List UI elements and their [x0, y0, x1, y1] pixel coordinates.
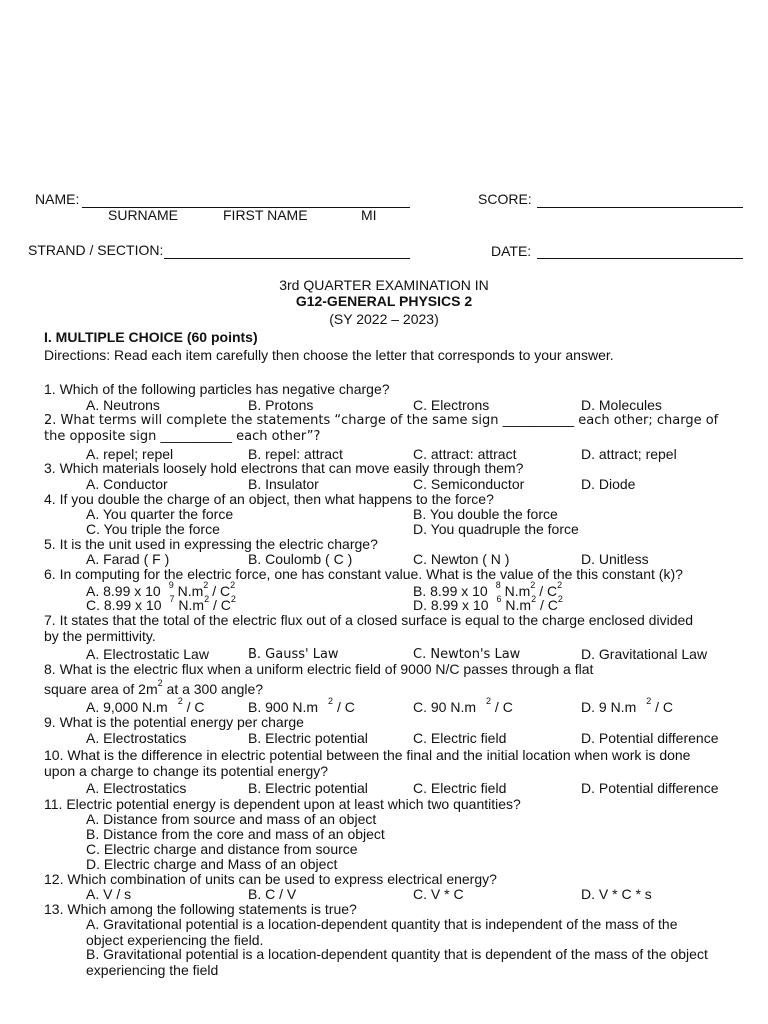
q2-choice-d: D. attract; repel [581, 446, 677, 462]
section-heading: I. MULTIPLE CHOICE (60 points) [44, 329, 258, 345]
q6-choice-c: C. 8.99 x 10 $^7$ $N.m^2 / C^2$ [86, 594, 236, 613]
name-label: NAME: [35, 191, 80, 207]
q7-choice-b: B. Gauss' Law [248, 647, 339, 662]
question-12: 12. Which combination of units can be used to express electrical energy? [44, 871, 497, 887]
q11-choice-d: D. Electric charge and Mass of an object [86, 856, 338, 872]
question-7-line-2: by the permittivity. [44, 628, 156, 644]
q13-choice-b-line-1: B. Gravitational potential is a location-dependent quantity that is dependent of the mass of the object [86, 946, 708, 962]
question-2-line-1: 2. What terms will complete the statements “charge of the same sign ___________ each other; charge of [44, 413, 719, 428]
q11-choice-a: A. Distance from source and mass of an object [86, 811, 377, 827]
score-blank [537, 207, 743, 208]
question-10-line-2: upon a charge to change its potential energy? [44, 763, 329, 779]
directions: Directions: Read each item carefully then choose the letter that corresponds to your answer. [44, 347, 614, 363]
q12-choice-a: A. V / s [86, 886, 132, 902]
q13-choice-b-line-2: experiencing the field [86, 962, 219, 978]
q10-choice-a: A. Electrostatics [86, 780, 187, 796]
q4-choice-b: B. You double the force [413, 506, 558, 522]
q3-choice-b: B. Insulator [248, 476, 319, 492]
question-8-line-2: square area of $2m^2$ at a 300 angle? [44, 678, 264, 697]
q6-choice-a: A. 8.99 x 10 $^9$ $N.m^2 / C^2$ [86, 580, 236, 599]
question-3: 3. Which materials loosely hold electrons that can move easily through them? [44, 460, 524, 476]
date-label: DATE: [491, 243, 532, 259]
q13-choice-a-line-1: A. Gravitational potential is a location-dependent quantity that is independent of the mass of the [86, 916, 678, 932]
question-5: 5. It is the unit used in expressing the electric charge? [44, 536, 378, 552]
question-2-line-2: the opposite sign ___________ each other”? [44, 429, 321, 444]
q9-choice-d: D. Potential difference [581, 730, 719, 746]
q6-choice-d: D. 8.99 x 10 $^6$ $N.m^2 / C^2$ [413, 594, 563, 613]
first-name-label: FIRST NAME [223, 207, 308, 223]
q4-choice-c: C. You triple the force [86, 521, 220, 537]
q1-choice-b: B. Protons [248, 397, 314, 413]
q7-choice-c: C. Newton's Law [413, 647, 521, 662]
question-7-line-1: 7. It states that the total of the electric flux out of a closed surface is equal to the charge enclosed divided [44, 612, 694, 628]
question-10-line-1: 10. What is the difference in electric potential between the final and the initial location when work is done [44, 747, 691, 763]
q3-choice-d: D. Diode [581, 476, 636, 492]
question-6: 6. In computing for the electric force, one has constant value. What is the value of the this constant (k)? [44, 566, 683, 582]
q12-choice-b: B. C / V [248, 886, 297, 902]
q3-choice-a: A. Conductor [86, 476, 168, 492]
q1-choice-c: C. Electrons [413, 397, 490, 413]
q10-choice-b: B. Electric potential [248, 780, 368, 796]
q11-choice-c: C. Electric charge and distance from source [86, 841, 358, 857]
question-13: 13. Which among the following statements is true? [44, 901, 357, 917]
question-11: 11. Electric potential energy is dependent upon at least which two quantities? [44, 796, 521, 812]
q9-choice-a: A. Electrostatics [86, 730, 187, 746]
q10-choice-d: D. Potential difference [581, 780, 719, 796]
subject-title: G12-GENERAL PHYSICS 2 [295, 293, 473, 309]
q4-choice-d: D. You quadruple the force [413, 521, 579, 537]
q9-choice-c: C. Electric field [413, 730, 507, 746]
strand-section-label: STRAND / SECTION: [28, 242, 164, 258]
q2-choice-c: C. attract: attract [413, 446, 517, 462]
q8-choice-c: C. 90 N.m $^2$ / C [413, 696, 513, 715]
q12-choice-c: C. V * C [413, 886, 464, 902]
strand-section-blank [164, 258, 410, 259]
exam-title: 3rd QUARTER EXAMINATION IN [279, 277, 489, 293]
q2-choice-b: B. repel: attract [248, 446, 343, 462]
q1-choice-d: D. Molecules [581, 397, 662, 413]
q12-choice-d: D. V * C * s [581, 886, 652, 902]
date-blank [537, 258, 743, 259]
q11-choice-b: B. Distance from the core and mass of an object [86, 826, 385, 842]
q5-choice-c: C. Newton ( N ) [413, 551, 510, 567]
school-year: (SY 2022 – 2023) [329, 311, 439, 327]
q13-choice-a-line-2: object experiencing the field. [86, 932, 264, 948]
q8-choice-b: B. 900 N.m $^2$ / C [248, 696, 355, 715]
q8-choice-a: A. 9,000 N.m $^2$ / C [86, 696, 205, 715]
q5-choice-b: B. Coulomb ( C ) [248, 551, 353, 567]
score-label: SCORE: [478, 191, 532, 207]
question-1: 1. Which of the following particles has negative charge? [44, 381, 390, 397]
q6-choice-b: B. 8.99 x 10 $^8$ $N.m^2 / C^2$ [413, 580, 563, 599]
q1-choice-a: A. Neutrons [86, 397, 160, 413]
q5-choice-d: D. Unitless [581, 551, 649, 567]
question-4: 4. If you double the charge of an object, then what happens to the force? [44, 491, 494, 507]
mi-label: MI [361, 207, 377, 223]
q2-choice-a: A. repel; repel [86, 446, 174, 462]
q9-choice-b: B. Electric potential [248, 730, 368, 746]
q8-choice-d: D. 9 N.m $^2$ / C [581, 696, 674, 715]
q7-choice-d: D. Gravitational Law [581, 646, 708, 662]
q3-choice-c: C. Semiconductor [413, 476, 525, 492]
q10-choice-c: C. Electric field [413, 780, 507, 796]
surname-label: SURNAME [108, 207, 179, 223]
question-9: 9. What is the potential energy per charge [44, 714, 304, 730]
question-8-line-1: 8. What is the electric flux when a uniform electric field of 9000 N/C passes through a flat [44, 661, 594, 677]
q4-choice-a: A. You quarter the force [86, 506, 234, 522]
q5-choice-a: A. Farad ( F ) [86, 551, 170, 567]
q7-choice-a: A. Electrostatic Law [86, 646, 209, 662]
